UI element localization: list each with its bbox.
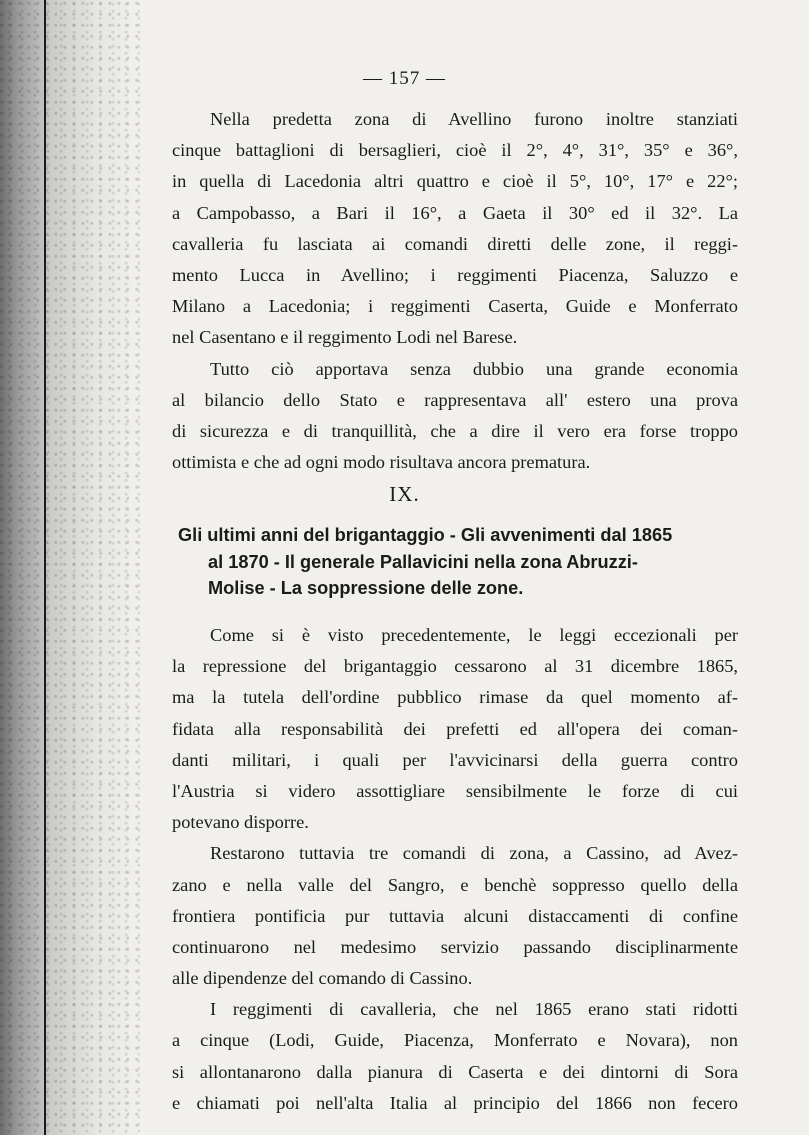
text-line: I reggimenti di cavalleria, che nel 1865 erano stati ridotti <box>210 999 738 1020</box>
text-line: ottimista e che ad ogni modo risultava ancora prematura. <box>172 452 591 473</box>
text-line: frontiera pontificia pur tuttavia alcuni distaccamenti di confine <box>172 905 738 926</box>
section-title-line: Gli ultimi anni del brigantaggio - Gli avvenimenti dal 1865 <box>178 525 673 545</box>
text-line: nel Casentano e il reggimento Lodi nel Barese. <box>172 327 518 348</box>
page-number: — 157 — <box>363 68 446 89</box>
text-line: la repressione del brigantaggio cessarono al 31 dicembre 1865, <box>172 656 738 677</box>
text-line: Nella predetta zona di Avellino furono inoltre stanziati <box>210 109 738 129</box>
text-line: potevano disporre. <box>172 812 309 833</box>
binding-line <box>44 0 46 1135</box>
text-line: e chiamati poi nell'alta Italia al principio del 1866 non fecero <box>172 1092 738 1113</box>
text-line: Milano a Lacedonia; i reggimenti Caserta, Guide e Monferrato <box>172 296 738 317</box>
text-line: fidata alla responsabilità dei prefetti ed all'opera dei coman- <box>172 718 738 739</box>
section-title-line: al 1870 - Il generale Pallavicini nella zona Abruzzi- <box>208 551 638 572</box>
text-line: cavalleria fu lasciata ai comandi diretti delle zone, il reggi- <box>172 233 738 254</box>
text-line: a cinque (Lodi, Guide, Piacenza, Monferrato e Novara), non <box>172 1030 738 1051</box>
text-line: mento Lucca in Avellino; i reggimenti Piacenza, Saluzzo e <box>172 264 738 285</box>
text-line: a Campobasso, a Bari il 16°, a Gaeta il 30° ed il 32°. La <box>172 202 738 223</box>
text-block-bottom <box>172 620 738 1119</box>
text-line: l'Austria si videro assottigliare sensibilmente le forze di cui <box>172 780 738 801</box>
text-block-top <box>172 104 738 478</box>
text-line: in quella di Lacedonia altri quattro e cioè il 5°, 10°, 17° e 22°; <box>172 171 738 192</box>
text-line: alle dipendenze del comando di Cassino. <box>172 968 473 989</box>
text-line: Restarono tuttavia tre comandi di zona, a Cassino, ad Avez- <box>210 843 738 864</box>
text-line: continuarono nel medesimo servizio passando disciplinarmente <box>172 936 738 957</box>
text-line: Come si è visto precedentemente, le leggi eccezionali per <box>210 625 738 645</box>
text-line: Tutto ciò apportava senza dubbio una grande economia <box>210 358 738 379</box>
text-line: di sicurezza e di tranquillità, che a dire il vero era forse troppo <box>172 420 738 441</box>
text-line: al bilancio dello Stato e rappresentava all' estero una prova <box>172 389 738 410</box>
text-line: zano e nella valle del Sangro, e benchè soppresso quello della <box>172 874 738 895</box>
section-title-line: Molise - La soppressione delle zone. <box>208 578 524 598</box>
text-line: cinque battaglioni di bersaglieri, cioè il 2°, 4°, 31°, 35° e 36°, <box>172 140 738 161</box>
section-title <box>178 522 738 602</box>
text-line: danti militari, i quali per l'avvicinarsi della guerra contro <box>172 749 738 770</box>
scan-noise <box>0 0 140 1135</box>
text-line: si allontanarono dalla pianura di Caserta e dei dintorni di Sora <box>172 1061 738 1082</box>
text-line: ma la tutela dell'ordine pubblico rimase da quel momento af- <box>172 687 738 708</box>
section-number: IX. <box>389 482 420 506</box>
